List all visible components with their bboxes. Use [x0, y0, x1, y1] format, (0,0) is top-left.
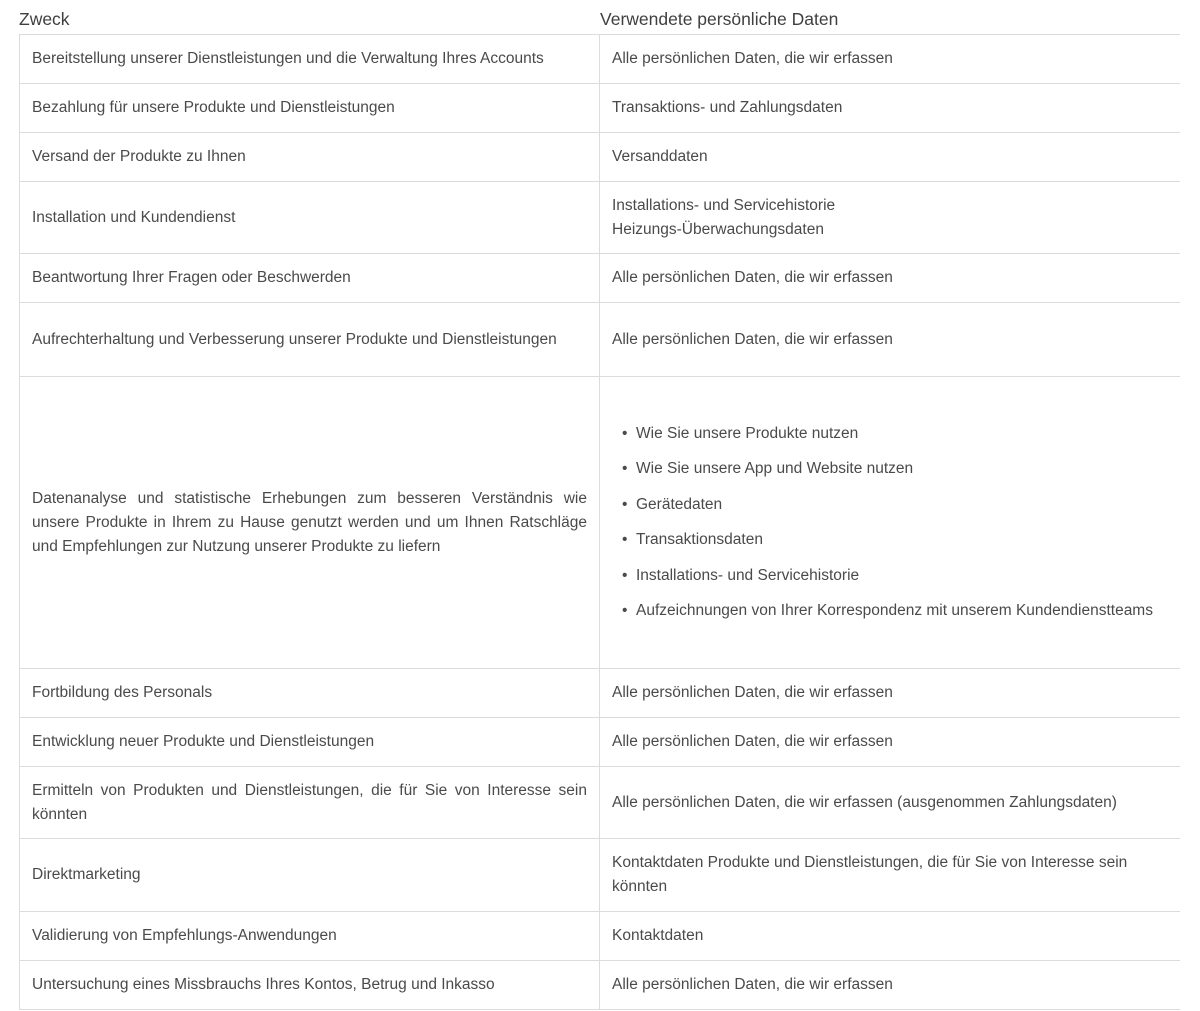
daten-text: Alle persönlichen Daten, die wir erfassen	[612, 684, 893, 701]
daten-cell	[600, 35, 1180, 83]
zweck-text: Installation und Kundendienst	[32, 208, 236, 226]
zweck-cell	[20, 839, 600, 911]
zweck-text: Bezahlung für unsere Produkte und Dienstleistungen	[32, 99, 395, 116]
table-row	[20, 182, 1180, 254]
table-row	[20, 35, 1180, 84]
daten-text: Versanddaten	[612, 148, 708, 165]
zweck-cell	[20, 961, 600, 1009]
list-item	[624, 457, 1168, 481]
table-header	[0, 0, 1200, 34]
list-item-text: Gerätedaten	[636, 495, 723, 513]
list-item	[624, 528, 1168, 552]
column-header-zweck: Zweck	[19, 9, 70, 29]
table-row	[20, 912, 1180, 961]
table-row	[20, 254, 1180, 303]
bullet-icon: •	[622, 495, 628, 513]
daten-text: Alle persönlichen Daten, die wir erfassen	[612, 50, 893, 67]
daten-cell	[600, 182, 1180, 253]
list-item-text: Installations- und Servicehistorie	[636, 566, 860, 584]
list-item	[624, 564, 1168, 588]
daten-text: Kontaktdaten Produkte und Dienstleistungen, die für Sie von Interesse sein könnten	[612, 854, 1128, 895]
zweck-text: Direktmarketing	[32, 866, 141, 883]
daten-cell	[600, 912, 1180, 960]
daten-cell	[600, 377, 1180, 668]
zweck-cell	[20, 669, 600, 717]
table-row	[20, 377, 1180, 669]
zweck-text: Aufrechterhaltung und Verbesserung unserer Produkte und Dienstleistungen	[32, 330, 557, 348]
daten-text: Alle persönlichen Daten, die wir erfassen	[612, 330, 893, 348]
zweck-text: Untersuchung eines Missbrauchs Ihres Kontos, Betrug und Inkasso	[32, 976, 495, 993]
daten-cell	[600, 961, 1180, 1009]
data-table	[19, 34, 1180, 1010]
zweck-cell	[20, 133, 600, 181]
zweck-cell	[20, 912, 600, 960]
daten-cell	[600, 839, 1180, 911]
list-item-text: Aufzeichnungen von Ihrer Korrespondenz mit unserem Kundendienstteams	[636, 602, 1153, 620]
daten-text: Transaktions- und Zahlungsdaten	[612, 99, 843, 116]
table-row	[20, 133, 1180, 182]
list-item	[624, 493, 1168, 517]
table-row	[20, 961, 1180, 1010]
zweck-text: Versand der Produkte zu Ihnen	[32, 148, 246, 165]
zweck-text: Bereitstellung unserer Dienstleistungen und die Verwaltung Ihres Accounts	[32, 50, 544, 67]
zweck-text: Fortbildung des Personals	[32, 684, 213, 701]
zweck-cell	[20, 767, 600, 838]
table-row	[20, 839, 1180, 912]
bullet-icon: •	[622, 602, 628, 620]
daten-text: Installations- und Servicehistorie Heizungs-Überwachungsdaten	[612, 196, 836, 238]
zweck-text: Validierung von Empfehlungs-Anwendungen	[32, 927, 337, 944]
zweck-text: Beantwortung Ihrer Fragen oder Beschwerden	[32, 269, 351, 286]
zweck-cell	[20, 718, 600, 766]
daten-cell	[600, 767, 1180, 838]
daten-bullet-list	[612, 422, 1168, 624]
list-item	[624, 422, 1168, 446]
zweck-text: Datenanalyse und statistische Erhebungen zum besseren Verständnis wie unsere Produkte in Ihrem zu Hause genutzt werden und um Ihnen Ratschläge und Empfehlungen zur Nutzung unserer Produkte zu liefern	[32, 489, 587, 555]
bullet-icon: •	[622, 424, 628, 442]
bullet-icon: •	[622, 566, 628, 584]
list-item-text: Wie Sie unsere Produkte nutzen	[636, 424, 859, 442]
daten-text: Alle persönlichen Daten, die wir erfassen	[612, 976, 893, 993]
zweck-text: Ermitteln von Produkten und Dienstleistungen, die für Sie von Interesse sein könnten	[32, 781, 587, 823]
list-item-text: Transaktionsdaten	[636, 531, 763, 549]
table-row	[20, 84, 1180, 133]
daten-cell	[600, 718, 1180, 766]
daten-text: Kontaktdaten	[612, 927, 704, 944]
zweck-cell	[20, 254, 600, 302]
zweck-cell	[20, 35, 600, 83]
table-row	[20, 303, 1180, 377]
table-row	[20, 767, 1180, 839]
zweck-text: Entwicklung neuer Produkte und Dienstleistungen	[32, 733, 375, 750]
daten-text: Alle persönlichen Daten, die wir erfassen (ausgenommen Zahlungsdaten)	[612, 793, 1117, 811]
list-item	[624, 599, 1168, 623]
zweck-cell	[20, 182, 600, 253]
zweck-cell	[20, 377, 600, 668]
table-row	[20, 718, 1180, 767]
zweck-cell	[20, 84, 600, 132]
bullet-icon: •	[622, 531, 628, 549]
zweck-cell	[20, 303, 600, 376]
daten-cell	[600, 84, 1180, 132]
list-item-text: Wie Sie unsere App und Website nutzen	[636, 460, 914, 478]
bullet-icon: •	[622, 460, 628, 478]
daten-text: Alle persönlichen Daten, die wir erfassen	[612, 269, 893, 286]
daten-cell	[600, 669, 1180, 717]
daten-text: Alle persönlichen Daten, die wir erfassen	[612, 733, 893, 750]
daten-cell	[600, 254, 1180, 302]
daten-cell	[600, 133, 1180, 181]
column-header-daten: Verwendete persönliche Daten	[600, 9, 839, 29]
daten-cell	[600, 303, 1180, 376]
table-row	[20, 669, 1180, 718]
